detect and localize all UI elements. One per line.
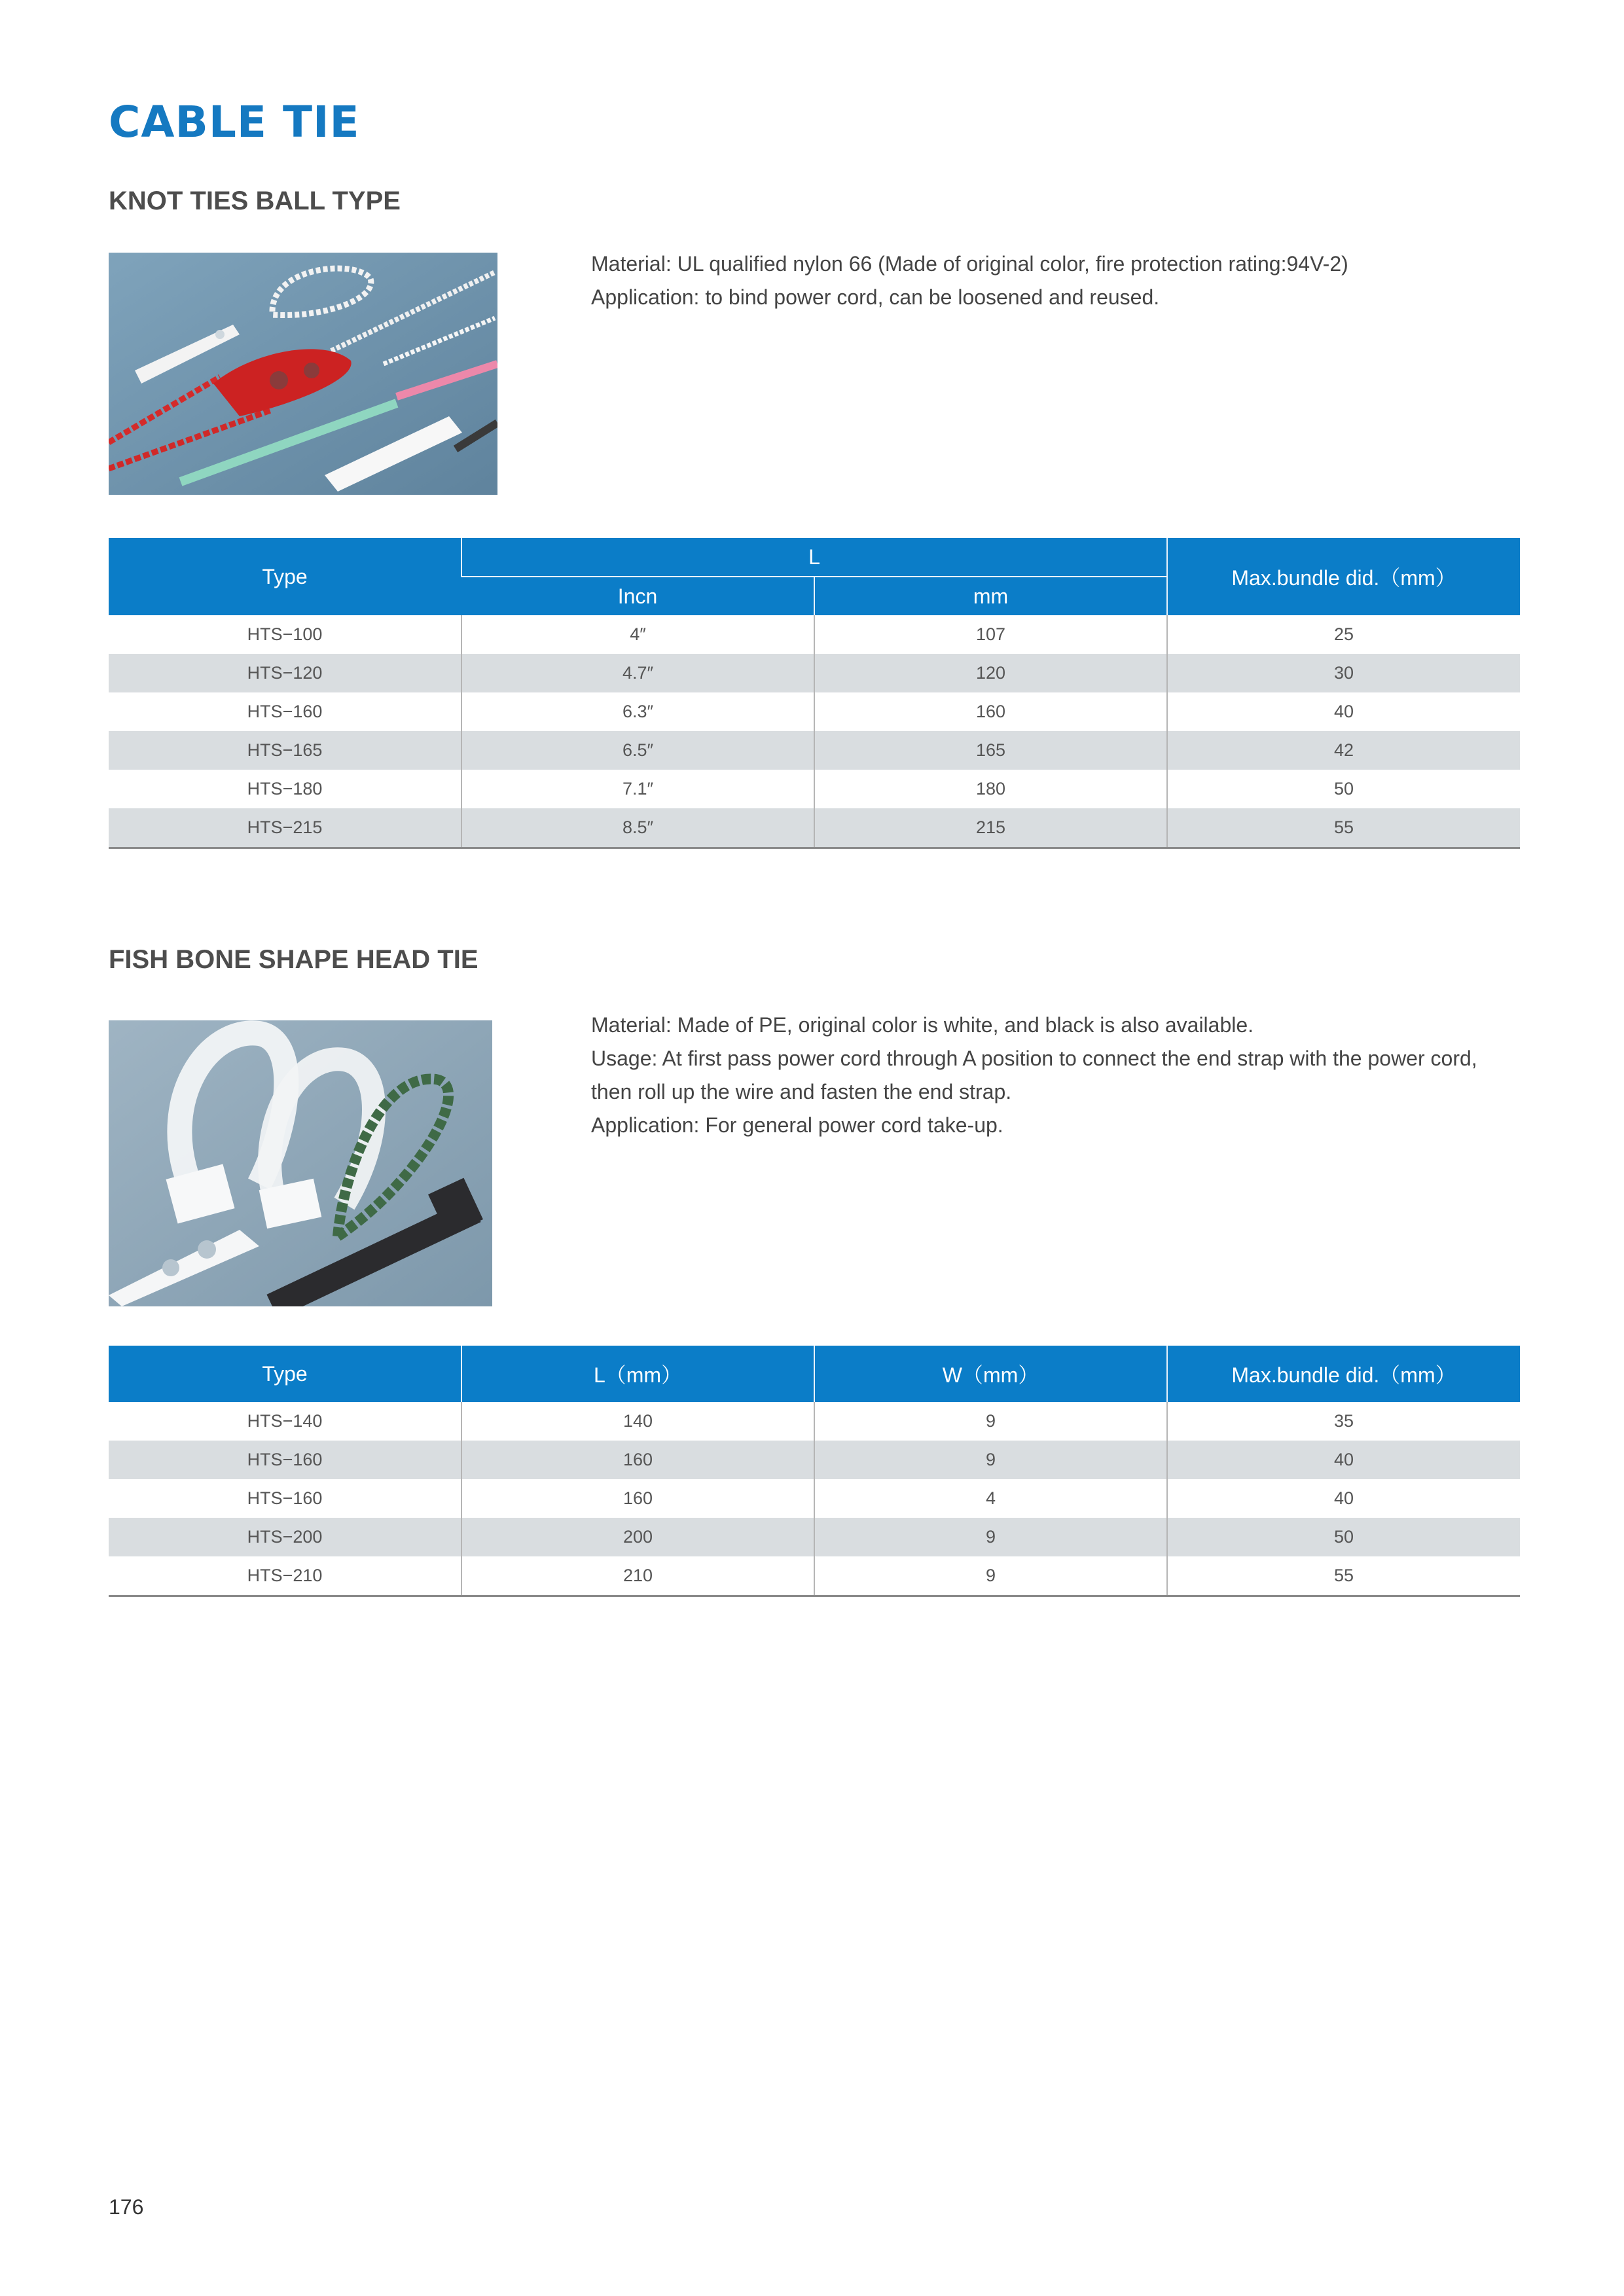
cell-length: 210	[461, 1556, 814, 1596]
cell-width: 9	[814, 1518, 1167, 1556]
table-row	[109, 1518, 1520, 1556]
material-text: Material: Made of PE, original color is white, and black is also available.	[591, 1013, 1254, 1037]
cell-inch: 4″	[461, 615, 814, 654]
cell-inch: 8.5″	[461, 808, 814, 848]
fish-bone-tie-photo	[109, 1020, 492, 1306]
cell-mm: 120	[814, 654, 1167, 692]
cell-type: HTS−100	[247, 624, 323, 644]
cell-mm: 180	[814, 770, 1167, 808]
cell-width: 9	[814, 1556, 1167, 1596]
cell-type: HTS−120	[109, 654, 461, 692]
cell-type: HTS−160	[109, 1441, 461, 1479]
table-row	[109, 654, 1520, 692]
table-row	[109, 731, 1520, 770]
section2-description	[591, 1009, 1507, 1142]
header-length: L	[461, 538, 1167, 577]
cell-bundle: 55	[1167, 808, 1520, 848]
page-title: CABLE TIE	[109, 97, 360, 147]
page-number: 176	[109, 2195, 144, 2219]
table-row	[109, 1556, 1520, 1596]
table-row	[109, 808, 1520, 848]
table-row	[109, 1479, 1520, 1518]
cell-type: HTS−160	[247, 702, 323, 721]
cell-length: 200	[461, 1518, 814, 1556]
table-row	[109, 615, 1520, 654]
cell-type: HTS−200	[109, 1518, 461, 1556]
cell-bundle: 42	[1167, 731, 1520, 770]
cell-bundle: 30	[1167, 654, 1520, 692]
cell-width: 9	[814, 1441, 1167, 1479]
header-inch: Incn	[461, 577, 814, 615]
header-type: Type	[109, 1346, 461, 1402]
header-width: W（mm）	[814, 1346, 1167, 1402]
cell-bundle: 50	[1167, 770, 1520, 808]
application-text: Application: to bind power cord, can be loosened and reused.	[591, 285, 1160, 309]
application-text: Application: For general power cord take-up.	[591, 1113, 1003, 1137]
header-type: Type	[109, 538, 461, 615]
cell-bundle: 40	[1167, 1479, 1520, 1518]
cell-type: HTS−140	[247, 1411, 323, 1431]
cell-bundle: 40	[1167, 692, 1520, 731]
cell-width: 9	[814, 1402, 1167, 1441]
cell-length: 160	[461, 1479, 814, 1518]
cable-tie-photo	[109, 253, 497, 495]
cell-type: HTS−165	[109, 731, 461, 770]
cell-bundle: 55	[1167, 1556, 1520, 1596]
knot-ties-spec-table	[109, 538, 1520, 849]
header-max-bundle: Max.bundle did.（mm）	[1167, 1346, 1520, 1402]
cell-inch: 7.1″	[461, 770, 814, 808]
cell-bundle: 50	[1167, 1518, 1520, 1556]
table-row	[109, 1402, 1520, 1441]
section1-description	[591, 247, 1507, 314]
table-row	[109, 692, 1520, 731]
cell-mm: 160	[814, 692, 1167, 731]
cell-type: HTS−215	[109, 808, 461, 848]
cell-mm: 107	[814, 615, 1167, 654]
cell-type: HTS−160	[247, 1488, 323, 1508]
header-max-bundle: Max.bundle did.（mm）	[1167, 538, 1520, 615]
cell-mm: 165	[814, 731, 1167, 770]
cell-length: 160	[461, 1441, 814, 1479]
cell-bundle: 40	[1167, 1441, 1520, 1479]
cell-bundle: 35	[1167, 1402, 1520, 1441]
section-heading-knot-ties: KNOT TIES BALL TYPE	[109, 187, 401, 215]
cell-type: HTS−180	[247, 779, 323, 798]
section-heading-fish-bone: FISH BONE SHAPE HEAD TIE	[109, 945, 478, 974]
table-row	[109, 770, 1520, 808]
cell-inch: 6.3″	[461, 692, 814, 731]
header-mm: mm	[814, 577, 1167, 615]
cell-bundle: 25	[1167, 615, 1520, 654]
cell-type: HTS−210	[109, 1556, 461, 1596]
cell-length: 140	[461, 1402, 814, 1441]
cell-mm: 215	[814, 808, 1167, 848]
material-text: Material: UL qualified nylon 66 (Made of original color, fire protection rating:94V-2)	[591, 252, 1348, 276]
cell-inch: 6.5″	[461, 731, 814, 770]
cell-width: 4	[814, 1479, 1167, 1518]
usage-text: Usage: At first pass power cord through A position to connect the end strap with the power cord, then roll up the wire and fasten the end strap.	[591, 1047, 1477, 1103]
table-row	[109, 1441, 1520, 1479]
cell-inch: 4.7″	[461, 654, 814, 692]
header-length: L（mm）	[461, 1346, 814, 1402]
fish-bone-spec-table	[109, 1346, 1520, 1597]
